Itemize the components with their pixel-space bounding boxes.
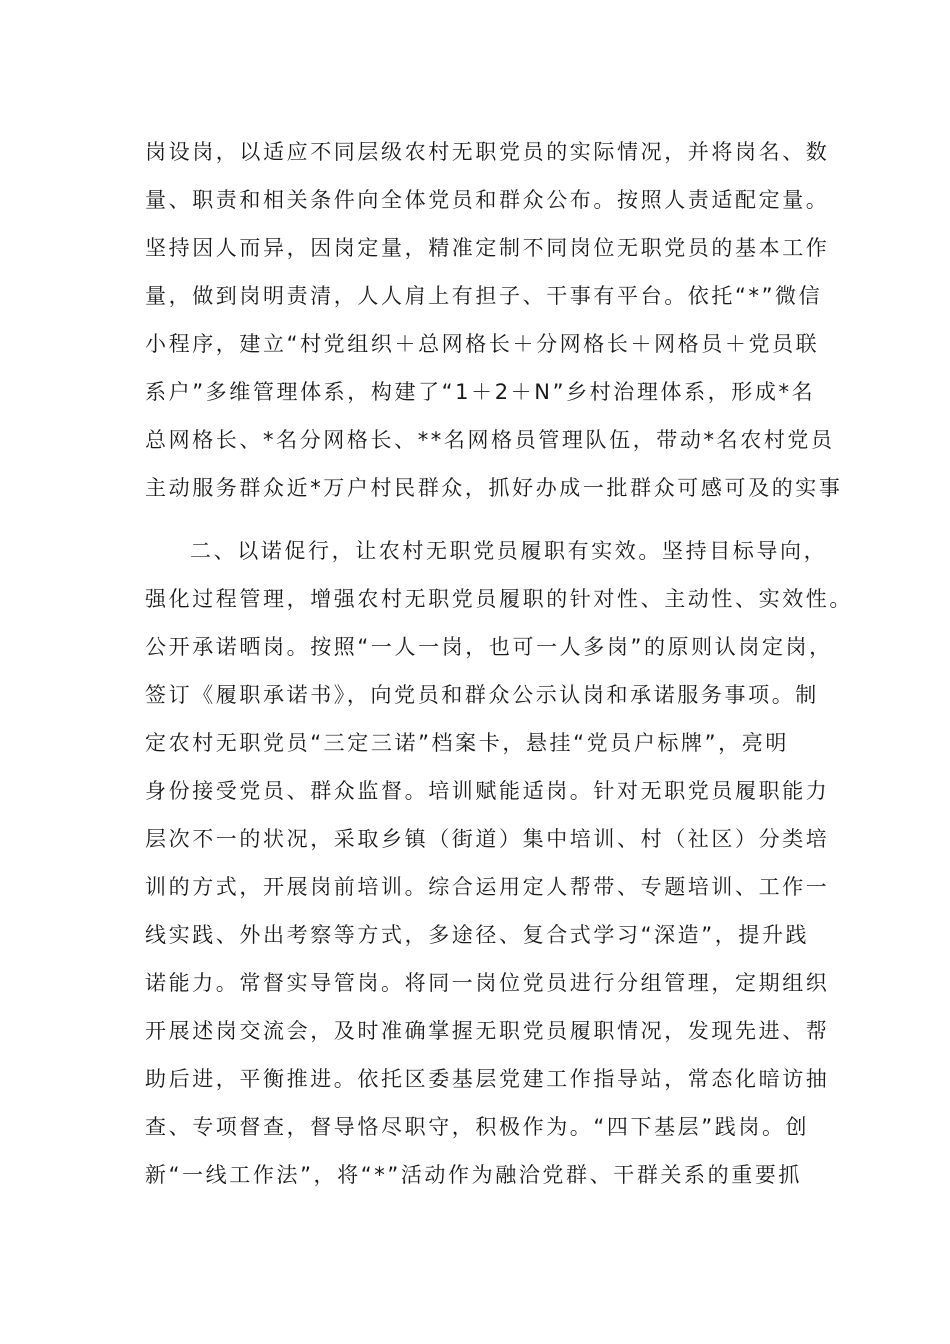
text-line: 层次不一的状况，采取乡镇（街道）集中培训、村（社区）分类培 [145, 827, 830, 851]
text-line: 助后进，平衡推进。依托区委基层党建工作指导站，常态化暗访抽 [145, 1067, 830, 1091]
text-line: 小程序，建立“村党组织＋总网格长＋分网格长＋网格员＋党员联 [145, 332, 820, 356]
text-line: 身份接受党员、群众监督。培训赋能适岗。针对无职党员履职能力 [145, 779, 830, 803]
text-line: 系户”多维管理体系，构建了“1＋2＋N”乡村治理体系，形成*名 [145, 380, 816, 404]
paragraph-heading: 二、以诺促行，让农村无职党员履职有实效。坚持目标导向， [190, 539, 828, 563]
text-line: 开展述岗交流会，及时准确掌握无职党员履职情况，发现先进、帮 [145, 1019, 830, 1043]
text-line: 定农村无职党员“三定三诺”档案卡，悬挂“党员户标牌”，亮明 [145, 731, 789, 755]
text-line: 总网格长、*名分网格长、**名网格员管理队伍，带动*名农村党员 [145, 428, 835, 452]
text-line: 强化过程管理，增强农村无职党员履职的针对性、主动性、实效性。 [145, 587, 853, 611]
text-line: 诺能力。常督实导管岗。将同一岗位党员进行分组管理，定期组织 [145, 971, 830, 995]
text-line: 新“一线工作法”，将“*”活动作为融洽党群、干群关系的重要抓 [145, 1163, 803, 1187]
text-line: 量、职责和相关条件向全体党员和群众公布。按照人责适配定量。 [145, 188, 830, 212]
text-line: 岗设岗，以适应不同层级农村无职党员的实际情况，并将岗名、数 [145, 140, 830, 164]
text-line: 公开承诺晒岗。按照“一人一岗，也可一人多岗”的原则认岗定岗， [145, 635, 833, 659]
text-line: 坚持因人而异，因岗定量，精准定制不同岗位无职党员的基本工作 [145, 236, 830, 260]
text-line: 训的方式，开展岗前培训。综合运用定人帮带、专题培训、工作一 [145, 875, 830, 899]
text-line: 线实践、外出考察等方式，多途径、复合式学习“深造”，提升践 [145, 923, 810, 947]
text-line: 签订《履职承诺书》，向党员和群众公示认岗和承诺服务事项。制 [145, 683, 819, 707]
text-line: 量，做到岗明责清，人人肩上有担子、干事有平台。依托“*”微信 [145, 284, 823, 308]
text-line: 主动服务群众近*万户村民群众，抓好办成一批群众可感可及的实事 [145, 476, 843, 500]
text-line: 查、专项督查，督导恪尽职守，积极作为。“四下基层”践岗。创 [145, 1115, 810, 1139]
